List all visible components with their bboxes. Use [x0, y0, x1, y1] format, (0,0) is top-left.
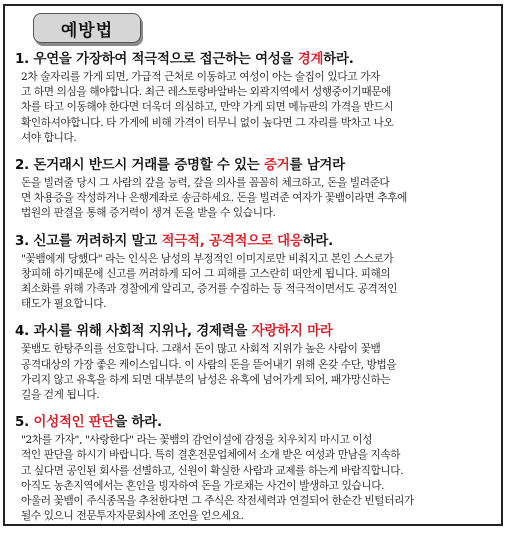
heading-highlight: 적극적, 공격적으로 대응 — [161, 233, 303, 249]
body-line: 셔야 합니다. — [21, 131, 77, 144]
body-line: 돈을 빌려줄 당시 그 사람의 갚을 능력, 갚을 의사를 꼼꼼히 체크하고, 돈을 빌려준다 — [21, 177, 390, 190]
heading-text: 5. — [15, 415, 34, 431]
body-line: 아울러 꽃뱀이 주식종목을 추천한다면 그 주식은 작전세력과 연결되어 한순간 빈털터리가 — [21, 495, 414, 508]
section-heading — [15, 413, 495, 432]
body-line: 창피해 하기때문에 신고를 꺼려하게 되어 그 피해를 고스란히 떠안게 됩니다. 피해의 — [21, 267, 391, 280]
body-line: 2차 술자리를 가게 되면, 가급적 근처로 이동하고 여성이 아는 술집이 있다고 가자 — [21, 71, 380, 83]
section-heading — [15, 322, 495, 341]
prevention-sections — [15, 50, 495, 534]
section-body — [15, 342, 495, 403]
body-line: 태도가 필요합니다. — [21, 298, 107, 311]
heading-text: 하라. — [302, 233, 334, 249]
document-frame — [3, 4, 503, 526]
section-3 — [15, 232, 495, 313]
heading-text: 하라. — [323, 52, 354, 67]
section-body — [15, 433, 495, 524]
body-line: 공격대상의 가장 좋은 케이스입니다. 이 사람의 돈을 뜯어내기 위해 온갖 수단, 방법을 — [21, 358, 397, 371]
section-heading — [15, 156, 495, 175]
heading-text: 1. 우연을 가장하여 적극적으로 접근하는 여성을 — [15, 52, 298, 67]
body-line: "꽃뱀에게 당했다" 라는 인식은 남성의 부정적인 이미지로만 비춰지고 본인 스스로가 — [21, 252, 394, 265]
body-line: 최소화를 위해 가족과 경찰에게 알리고, 증거를 수집하는 등 적극적이면서도 공격적인 — [21, 283, 398, 296]
body-line: 길을 걷게 됩니다. — [21, 389, 100, 402]
body-line: 될수 있으니 전문투자자문회사에 조언을 얻으세요. — [21, 510, 244, 523]
body-line: 면 차용증을 작성하거나 은행계좌로 송금하세요. 돈을 빌려준 여자가 꽃뱀이라면 추후에 — [21, 192, 407, 205]
body-line: "2차를 가자", "사랑한다" 라는 꽃뱀의 감언이설에 감정을 치우치지 마시고 이성 — [21, 434, 373, 447]
section-body — [15, 176, 495, 222]
body-line: 꽃뱀도 한탕주의를 선호합니다. 그래서 돈이 많고 사회적 지위가 높은 사람이 꽃뱀 — [21, 343, 381, 356]
section-body — [15, 252, 495, 313]
section-body — [15, 70, 495, 146]
section-heading — [15, 232, 495, 251]
body-line: 고 하면 의심을 해야합니다. 최근 레스토랑바알바는 외곽지역에서 성행중이기때문에 — [21, 86, 392, 99]
section-5 — [15, 413, 495, 524]
body-line: 확인하셔야합니다. 타 가게에 비해 가격이 터무니 없이 높다면 그 자리를 박차고 나오 — [21, 116, 394, 129]
heading-text: 3. 신고를 꺼려하지 말고 — [15, 233, 162, 249]
section-heading — [15, 50, 495, 69]
body-line: 적인 판단을 하시기 바랍니다. 특히 결혼전문업체에서 소개 받은 여성과 만남을 지속하 — [21, 449, 401, 462]
heading-highlight: 이성적인 판단 — [33, 415, 115, 431]
section-1 — [15, 50, 495, 146]
section-4 — [15, 322, 495, 403]
heading-text: 4. 과시를 위해 사회적 지위나, 경제력을 — [15, 324, 252, 340]
heading-highlight: 자랑하지 마라 — [251, 324, 333, 340]
section-2 — [15, 156, 495, 222]
heading-highlight: 경계 — [297, 52, 324, 67]
heading-text: 을 하라. — [114, 415, 162, 431]
body-line: 법원의 판결을 통해 증거력이 생겨 돈을 받을 수 있습니다. — [21, 207, 276, 220]
heading-text: 를 남겨라 — [289, 158, 345, 174]
body-line: 아직도 농촌지역에서는 혼인을 빙자하여 돈을 가로채는 사건이 발생하고 있습니다. — [21, 479, 385, 492]
body-line: 고 싶다면 공인된 회사를 선별하고, 신원이 확실한 사람과 교제를 하는게 바람직합니다. — [21, 464, 404, 477]
page-title: 예방법 — [33, 13, 141, 43]
body-line: 가리지 않고 유혹을 하게 되면 대부분의 남성은 유혹에 넘어가게 되어, 패가망신하는 — [21, 373, 391, 386]
heading-text: 2. 돈거래시 반드시 거래를 증명할 수 있는 — [15, 158, 265, 174]
heading-highlight: 증거 — [264, 158, 290, 174]
body-line: 차를 타고 이동해야 한다면 더욱더 의심하고, 만약 가게 되면 메뉴판의 가격을 반드시 — [21, 101, 394, 114]
